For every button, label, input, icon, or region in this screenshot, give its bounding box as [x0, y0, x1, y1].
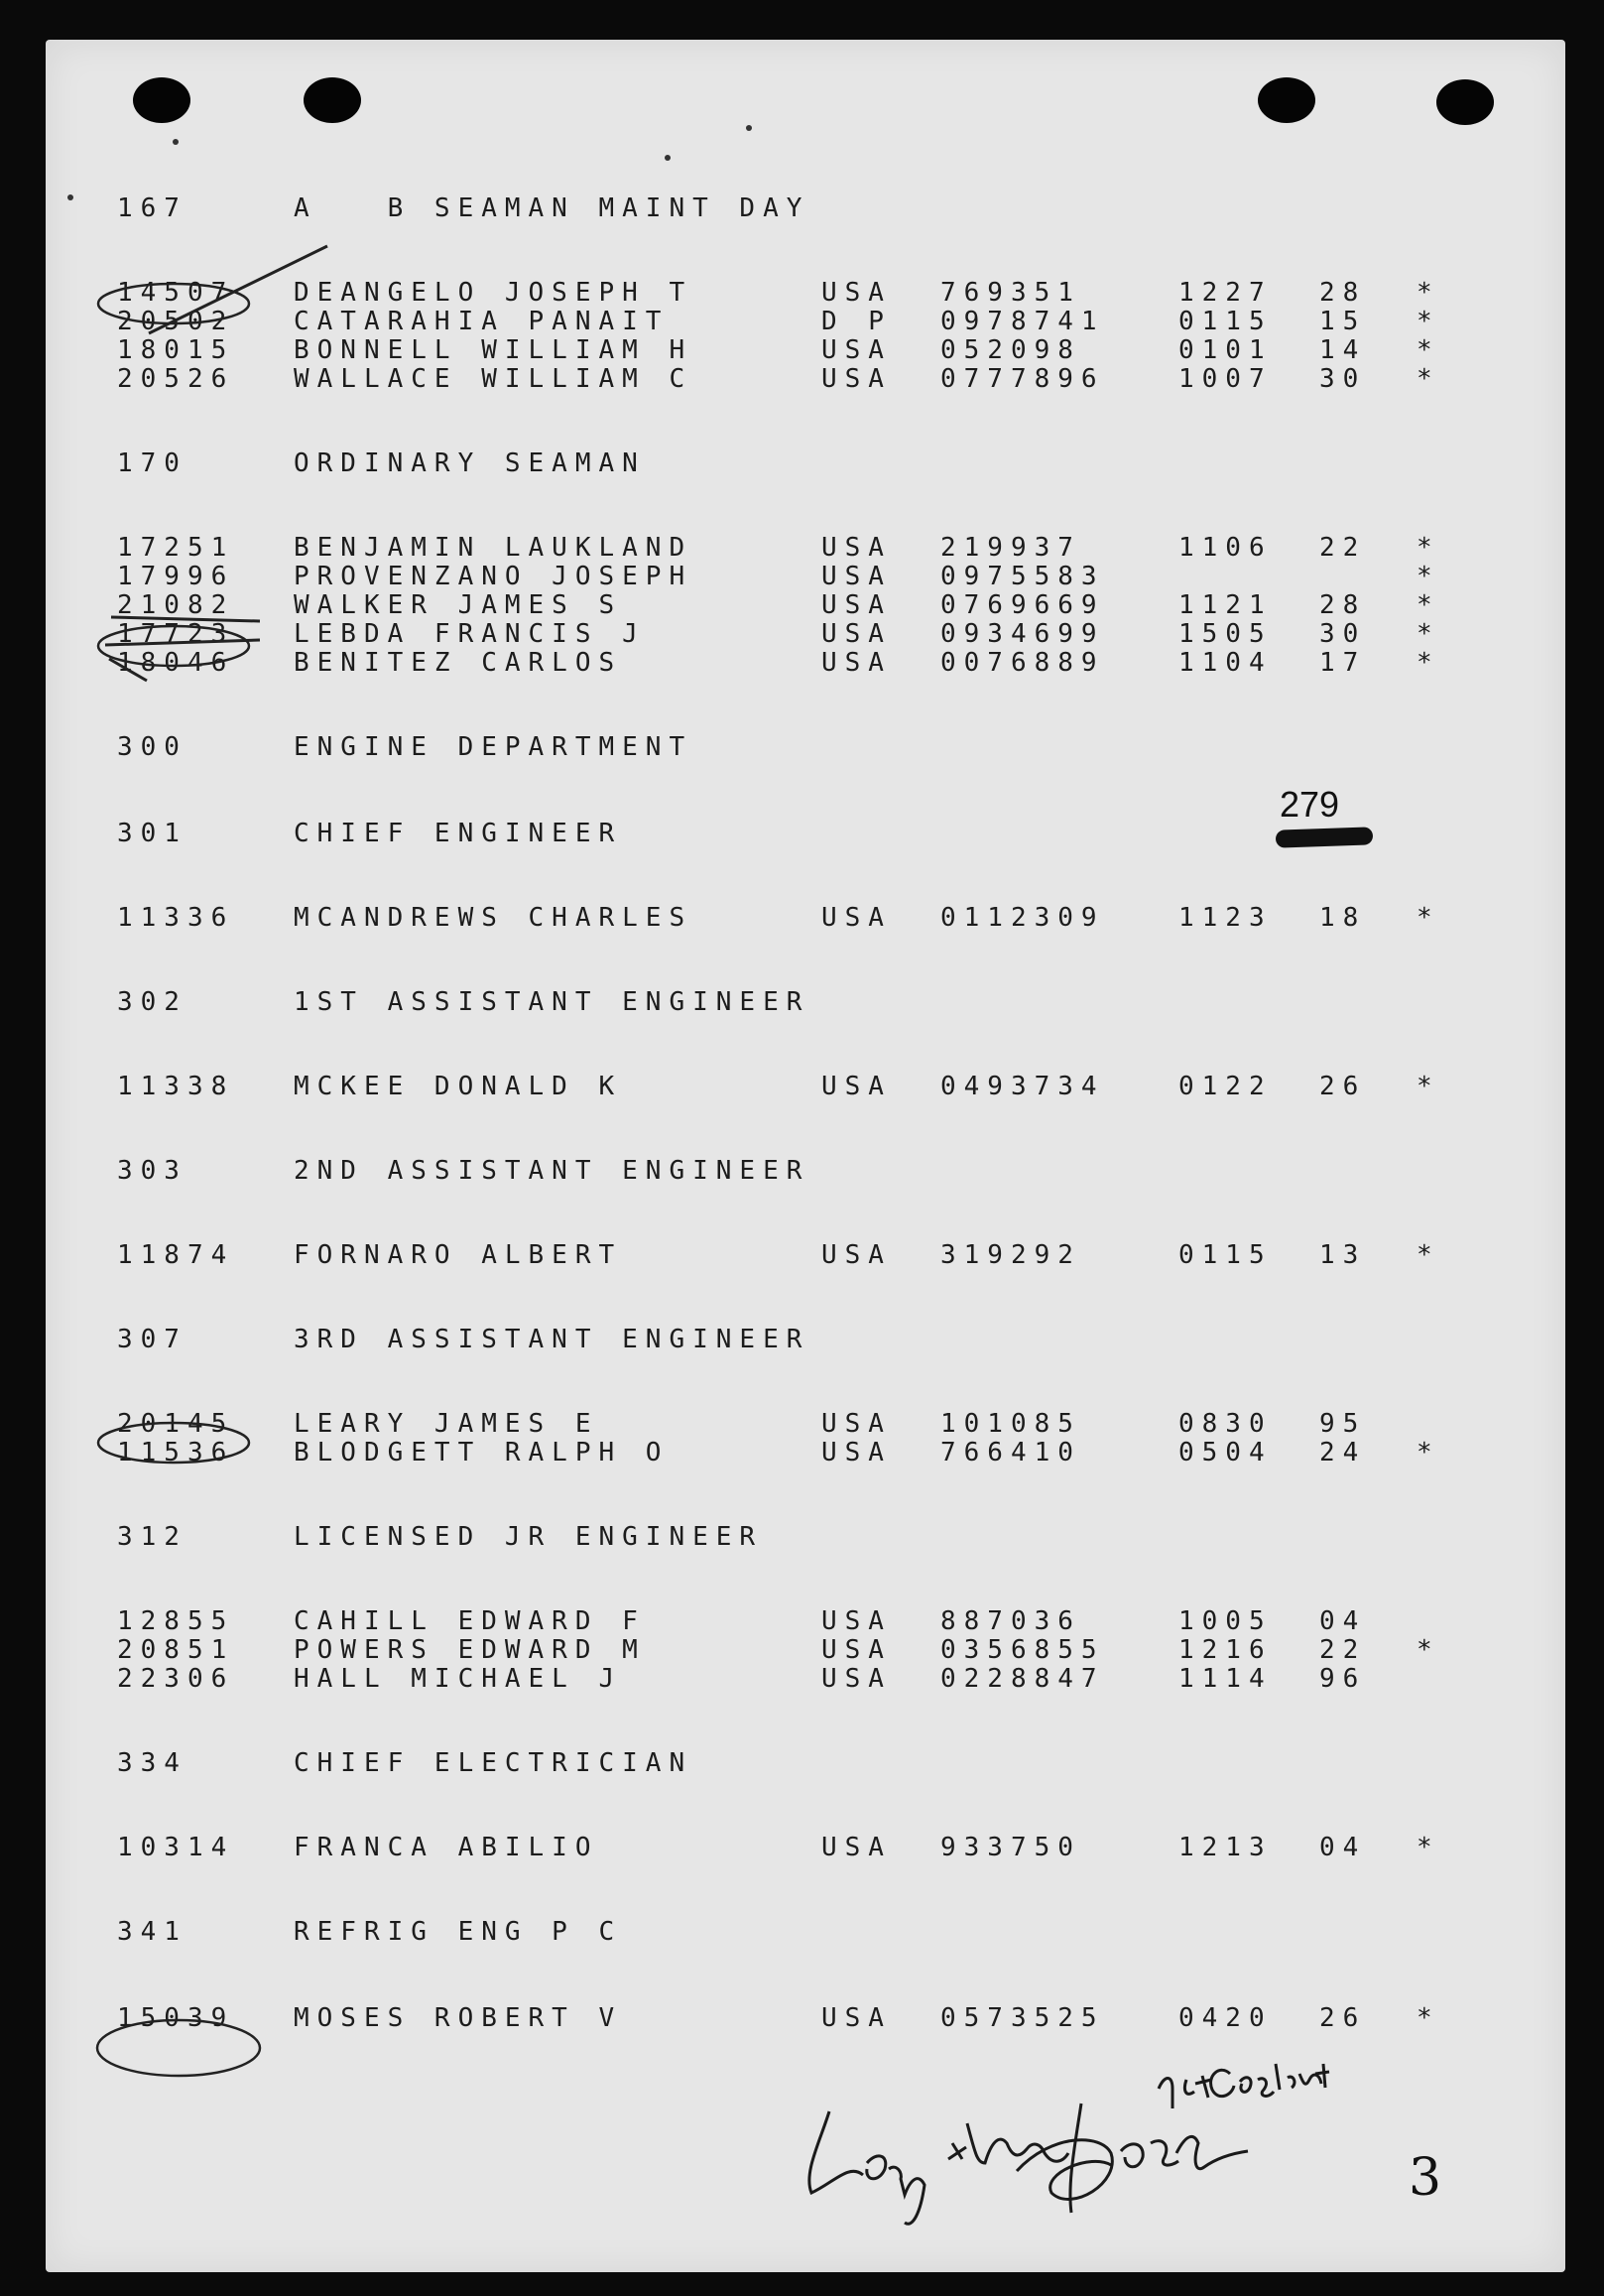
- crew-date: 1216: [1178, 1635, 1273, 1665]
- punch-hole: [133, 77, 190, 123]
- crew-number: 17: [1319, 648, 1367, 678]
- crew-code: 20526: [117, 364, 235, 394]
- section-header: [117, 1326, 1466, 1354]
- crew-id-number: 0356855: [940, 1635, 1105, 1665]
- crew-row: [117, 279, 1466, 308]
- crew-flag: *: [1417, 278, 1440, 308]
- crew-nationality: USA: [821, 364, 892, 394]
- crew-nationality: USA: [821, 1409, 892, 1439]
- crew-nationality: USA: [821, 619, 892, 649]
- crew-name: LEBDA FRANCIS J: [294, 619, 646, 649]
- section-title: 1ST ASSISTANT ENGINEER: [294, 987, 810, 1017]
- crew-number: 95: [1319, 1409, 1367, 1439]
- crew-name: LEARY JAMES E: [294, 1409, 599, 1439]
- crew-nationality: USA: [821, 903, 892, 933]
- crew-row: [117, 1834, 1466, 1862]
- section-header: [117, 1157, 1466, 1186]
- section-code: 303: [117, 1156, 187, 1186]
- crew-row: [117, 365, 1466, 394]
- crew-nationality: USA: [821, 1606, 892, 1636]
- section-header: [117, 820, 1466, 848]
- crew-code: 21082: [117, 590, 235, 620]
- crew-flag: *: [1417, 1240, 1440, 1270]
- crew-number: 04: [1319, 1606, 1367, 1636]
- section-title: A B SEAMAN MAINT DAY: [294, 193, 810, 223]
- crew-date: 0122: [1178, 1072, 1273, 1101]
- crew-number: 24: [1319, 1438, 1367, 1467]
- section-code: 341: [117, 1917, 187, 1947]
- crew-row: [117, 904, 1466, 933]
- crew-number: 22: [1319, 1635, 1367, 1665]
- crew-number: 13: [1319, 1240, 1367, 1270]
- section-code: 300: [117, 732, 187, 762]
- crew-code: 14507: [117, 278, 235, 308]
- crew-nationality: USA: [821, 1438, 892, 1467]
- crew-flag: *: [1417, 590, 1440, 620]
- crew-number: 96: [1319, 1664, 1367, 1694]
- crew-name: BONNELL WILLIAM H: [294, 335, 693, 365]
- crew-name: HALL MICHAEL J: [294, 1664, 623, 1694]
- crew-code: 10314: [117, 1833, 235, 1862]
- crew-code: 12855: [117, 1606, 235, 1636]
- section-code: 302: [117, 987, 187, 1017]
- crew-name: BENJAMIN LAUKLAND: [294, 533, 693, 563]
- crew-code: 20851: [117, 1635, 235, 1665]
- crew-row: [117, 308, 1466, 336]
- crew-code: 11536: [117, 1438, 235, 1467]
- crew-date: 0115: [1178, 307, 1273, 336]
- crew-date: 1505: [1178, 619, 1273, 649]
- crew-flag: *: [1417, 1438, 1440, 1467]
- crew-id-number: 0573525: [940, 2003, 1105, 2033]
- crew-date: 0830: [1178, 1409, 1273, 1439]
- crew-date: 1123: [1178, 903, 1273, 933]
- crew-number: 28: [1319, 590, 1367, 620]
- crew-flag: *: [1417, 335, 1440, 365]
- crew-date: 0101: [1178, 335, 1273, 365]
- crew-name: MCANDREWS CHARLES: [294, 903, 693, 933]
- crew-code: 17723: [117, 619, 235, 649]
- punch-hole: [1258, 77, 1315, 123]
- speck: [665, 155, 671, 161]
- crew-id-number: 219937: [940, 533, 1081, 563]
- crew-date: 0115: [1178, 1240, 1273, 1270]
- crew-date: 1213: [1178, 1833, 1273, 1862]
- stamp-ink-bar: [1276, 827, 1374, 847]
- crew-name: CATARAHIA PANAIT: [294, 307, 670, 336]
- crew-number: 22: [1319, 533, 1367, 563]
- crew-id-number: 0934699: [940, 619, 1105, 649]
- crew-code: 18015: [117, 335, 235, 365]
- crew-date: 1007: [1178, 364, 1273, 394]
- crew-row: [117, 563, 1466, 591]
- crew-row: [117, 534, 1466, 563]
- section-title: LICENSED JR ENGINEER: [294, 1522, 764, 1552]
- crew-id-number: 0493734: [940, 1072, 1105, 1101]
- crew-code: 15039: [117, 2003, 235, 2033]
- crew-nationality: USA: [821, 648, 892, 678]
- section-code: 301: [117, 819, 187, 848]
- crew-nationality: USA: [821, 1833, 892, 1862]
- crew-date: 1104: [1178, 648, 1273, 678]
- crew-date: 0504: [1178, 1438, 1273, 1467]
- crew-id-number: 0975583: [940, 562, 1105, 591]
- crew-flag: *: [1417, 533, 1440, 563]
- crew-id-number: 769351: [940, 278, 1081, 308]
- crew-code: 11336: [117, 903, 235, 933]
- crew-nationality: USA: [821, 278, 892, 308]
- crew-name: BENITEZ CARLOS: [294, 648, 623, 678]
- crew-row: [117, 1636, 1466, 1665]
- crew-row: [117, 1073, 1466, 1101]
- crew-date: 1121: [1178, 590, 1273, 620]
- crew-date: 1114: [1178, 1664, 1273, 1694]
- crew-flag: *: [1417, 619, 1440, 649]
- crew-code: 11338: [117, 1072, 235, 1101]
- crew-nationality: D P: [821, 307, 892, 336]
- crew-flag: *: [1417, 1072, 1440, 1101]
- crew-name: BLODGETT RALPH O: [294, 1438, 670, 1467]
- section-code: 170: [117, 448, 187, 478]
- crew-flag: *: [1417, 562, 1440, 591]
- crew-number: 28: [1319, 278, 1367, 308]
- crew-name: POWERS EDWARD M: [294, 1635, 646, 1665]
- crew-name: DEANGELO JOSEPH T: [294, 278, 693, 308]
- section-header: [117, 1523, 1466, 1552]
- crew-code: 20145: [117, 1409, 235, 1439]
- section-header: [117, 1749, 1466, 1778]
- crew-row: [117, 1665, 1466, 1694]
- crew-id-number: 0769669: [940, 590, 1105, 620]
- section-title: CHIEF ENGINEER: [294, 819, 623, 848]
- crew-nationality: USA: [821, 335, 892, 365]
- punch-hole: [304, 77, 361, 123]
- crew-row: [117, 1439, 1466, 1467]
- crew-code: 22306: [117, 1664, 235, 1694]
- crew-flag: *: [1417, 307, 1440, 336]
- crew-row: [117, 1607, 1466, 1636]
- crew-id-number: 0228847: [940, 1664, 1105, 1694]
- crew-number: 14: [1319, 335, 1367, 365]
- crew-code: 17251: [117, 533, 235, 563]
- crew-date: 1106: [1178, 533, 1273, 563]
- crew-code: 18046: [117, 648, 235, 678]
- crew-flag: *: [1417, 1833, 1440, 1862]
- crew-number: 18: [1319, 903, 1367, 933]
- speck: [67, 194, 73, 200]
- crew-date: 0420: [1178, 2003, 1273, 2033]
- crew-flag: *: [1417, 903, 1440, 933]
- section-header: [117, 988, 1466, 1017]
- section-header: [117, 1918, 1466, 1947]
- crew-row: [117, 336, 1466, 365]
- crew-row: [117, 591, 1466, 620]
- crew-date: 1005: [1178, 1606, 1273, 1636]
- crew-name: PROVENZANO JOSEPH: [294, 562, 693, 591]
- page-number: 3: [1409, 2148, 1442, 2208]
- crew-id-number: 319292: [940, 1240, 1081, 1270]
- crew-number: 26: [1319, 1072, 1367, 1101]
- crew-id-number: 0777896: [940, 364, 1105, 394]
- crew-name: MCKEE DONALD K: [294, 1072, 623, 1101]
- stamp-number: 279: [1280, 784, 1340, 825]
- crew-list-printout: [117, 194, 1466, 2089]
- crew-row: [117, 620, 1466, 649]
- crew-nationality: USA: [821, 562, 892, 591]
- crew-nationality: USA: [821, 533, 892, 563]
- crew-name: FORNARO ALBERT: [294, 1240, 623, 1270]
- section-title: REFRIG ENG P C: [294, 1917, 623, 1947]
- crew-code: 17996: [117, 562, 235, 591]
- section-header: [117, 733, 1466, 762]
- section-code: 334: [117, 1748, 187, 1778]
- crew-flag: *: [1417, 648, 1440, 678]
- crew-id-number: 933750: [940, 1833, 1081, 1862]
- crew-number: 30: [1319, 364, 1367, 394]
- crew-nationality: USA: [821, 1240, 892, 1270]
- crew-nationality: USA: [821, 1635, 892, 1665]
- crew-row: [117, 649, 1466, 678]
- section-title: CHIEF ELECTRICIAN: [294, 1748, 693, 1778]
- section-title: ENGINE DEPARTMENT: [294, 732, 693, 762]
- crew-id-number: 887036: [940, 1606, 1081, 1636]
- crew-nationality: USA: [821, 1072, 892, 1101]
- crew-date: 1227: [1178, 278, 1273, 308]
- punch-hole: [1436, 79, 1494, 125]
- crew-number: 26: [1319, 2003, 1367, 2033]
- section-header: [117, 449, 1466, 478]
- crew-number: 15: [1319, 307, 1367, 336]
- speck: [173, 139, 179, 145]
- crew-id-number: 0076889: [940, 648, 1105, 678]
- crew-flag: *: [1417, 1635, 1440, 1665]
- section-code: 307: [117, 1325, 187, 1354]
- crew-nationality: USA: [821, 2003, 892, 2033]
- crew-code: 11874: [117, 1240, 235, 1270]
- crew-row: [117, 2004, 1466, 2033]
- crew-name: CAHILL EDWARD F: [294, 1606, 646, 1636]
- crew-nationality: USA: [821, 590, 892, 620]
- crew-name: MOSES ROBERT V: [294, 2003, 623, 2033]
- crew-name: FRANCA ABILIO: [294, 1833, 599, 1862]
- crew-name: WALKER JAMES S: [294, 590, 623, 620]
- section-title: 2ND ASSISTANT ENGINEER: [294, 1156, 810, 1186]
- section-header: [117, 194, 1466, 223]
- crew-flag: *: [1417, 364, 1440, 394]
- crew-code: 20502: [117, 307, 235, 336]
- section-code: 312: [117, 1522, 187, 1552]
- crew-row: [117, 1241, 1466, 1270]
- crew-number: 04: [1319, 1833, 1367, 1862]
- crew-name: WALLACE WILLIAM C: [294, 364, 693, 394]
- crew-id-number: 766410: [940, 1438, 1081, 1467]
- crew-number: 30: [1319, 619, 1367, 649]
- crew-row: [117, 1410, 1466, 1439]
- section-code: 167: [117, 193, 187, 223]
- crew-id-number: 0978741: [940, 307, 1105, 336]
- crew-id-number: 052098: [940, 335, 1081, 365]
- crew-flag: *: [1417, 2003, 1440, 2033]
- section-title: 3RD ASSISTANT ENGINEER: [294, 1325, 810, 1354]
- crew-nationality: USA: [821, 1664, 892, 1694]
- section-title: ORDINARY SEAMAN: [294, 448, 646, 478]
- speck: [746, 125, 752, 131]
- crew-id-number: 0112309: [940, 903, 1105, 933]
- crew-id-number: 101085: [940, 1409, 1081, 1439]
